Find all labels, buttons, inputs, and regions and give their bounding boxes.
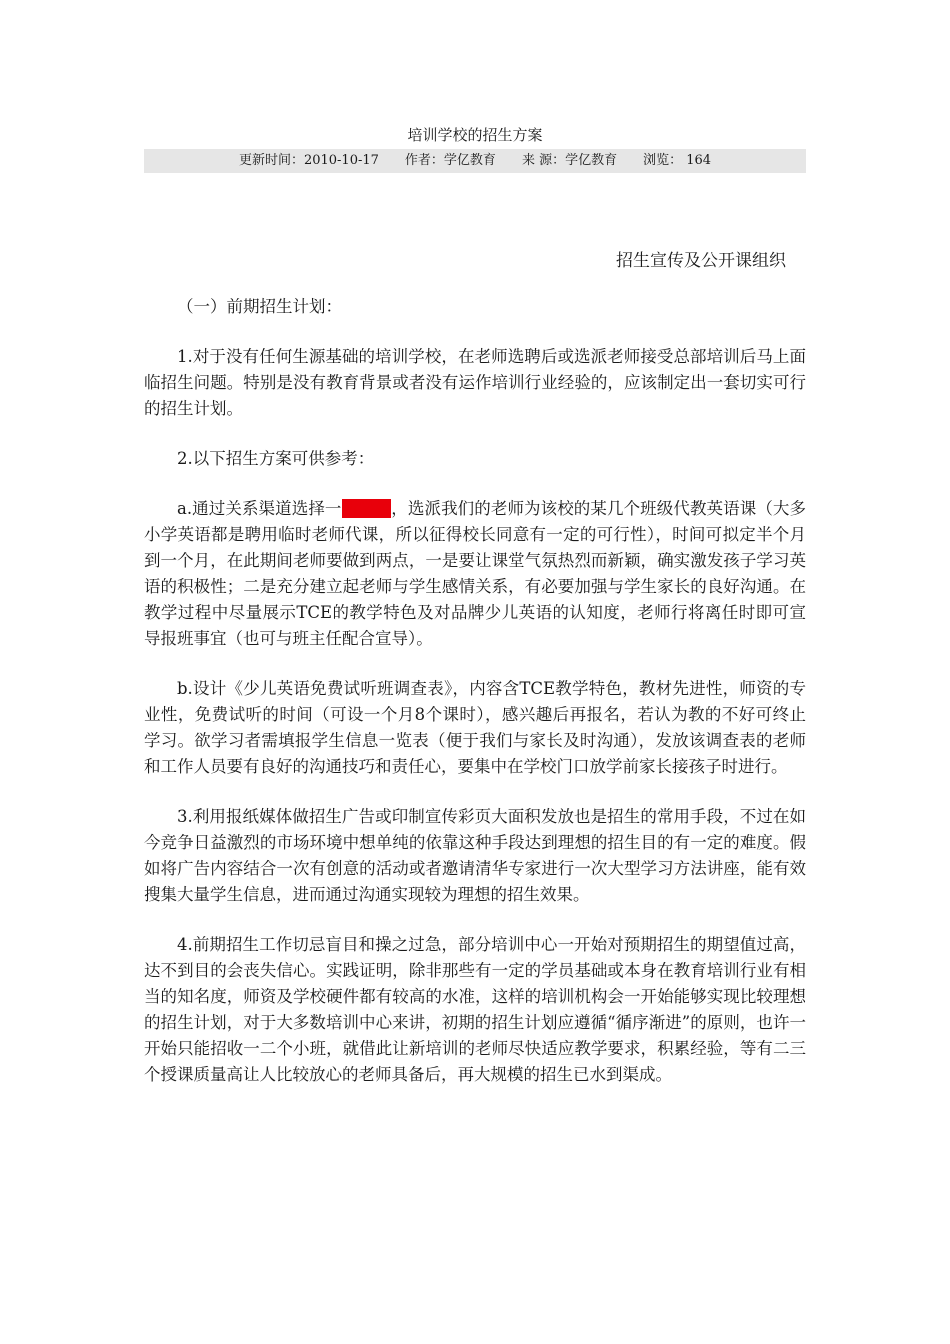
paragraph-a <box>144 496 806 652</box>
paragraph-4: 4.前期招生工作切忌盲目和操之过急，部分培训中心一开始对预期招生的期望值过高，达不到目的会丧失信心。实践证明，除非那些有一定的学员基础或本身在教育培训行业有相当的知名度，师资及学校硬件都有较高的水准，这样的培训机构会一开始能够实现比较理想的招生计划，对于大多数培训中心来讲，初期的招生计划应遵循“循序渐进”的原则，也许一开始只能招收一二个小班，就借此让新培训的老师尽快适应教学要求，积累经验，等有二三个授课质量高让人比较放心的老师具备后，再大规模的招生已水到渠成。 <box>144 935 806 1084</box>
section-heading: 招生宣传及公开课组织 <box>616 251 786 271</box>
view-count: 浏览： 164 <box>643 153 712 168</box>
article-body <box>144 294 806 1112</box>
paragraph-1: 1.对于没有任何生源基础的培训学校，在老师选聘后或选派老师接受总部培训后马上面临招生问题。特别是没有教育背景或者没有运作培训行业经验的，应该制定出一套切实可行的招生计划。 <box>144 347 806 418</box>
redacted-highlight: 所学校 <box>341 499 392 518</box>
paragraph-3: 3.利用报纸媒体做招生广告或印制宣传彩页大面积发放也是招生的常用手段，不过在如今竞争日益激烈的市场环境中想单纯的依靠这种手段达到理想的招生目的有一定的难度。假如将广告内容结合一次有创意的活动或者邀请清华专家进行一次大型学习方法讲座，能有效搜集大量学生信息，进而通过沟通实现较为理想的招生效果。 <box>144 807 806 904</box>
article-meta-bar <box>144 149 806 173</box>
paragraph-b: b.设计《少儿英语免费试听班调查表》，内容含TCE教学特色，教材先进性，师资的专业性，免费试听的时间（可设一个月8个课时），感兴趣后再报名，若认为教的不好可终止学习。欲学习者需填报学生信息一览表（便于我们与家长及时沟通），发放该调查表的老师和工作人员要有良好的沟通技巧和责任心，要集中在学校门口放学前家长接孩子时进行。 <box>144 679 806 776</box>
author: 作者：学亿教育 <box>404 153 496 168</box>
page-title: 培训学校的招生方案 <box>407 126 543 144</box>
paragraph-a-after: ，选派我们的老师为该校的某几个班级代教英语课（大多小学英语都是聘用临时老师代课，所以征得校长同意有一定的可行性），时间可拟定半个月到一个月，在此期间老师要做到两点，一是要让课堂气氛热烈而新颖，确实激发孩子学习英语的积极性；二是充分建立起老师与学生感情关系，有必要加强与学生家长的良好沟通。在教学过程中尽量展示TCE的教学特色及对品牌少儿英语的认知度，老师行将离任时即可宣导报班事宜（也可与班主任配合宣导）。 <box>144 499 807 648</box>
paragraph-2: 2.以下招生方案可供参考： <box>177 449 375 468</box>
paragraph-subheading: （一）前期招生计划： <box>177 297 342 316</box>
update-time: 更新时间：2010-10-17 <box>238 153 379 168</box>
paragraph-a-before: a.通过关系渠道选择一 <box>177 499 342 518</box>
source: 来 源：学亿教育 <box>521 153 618 168</box>
